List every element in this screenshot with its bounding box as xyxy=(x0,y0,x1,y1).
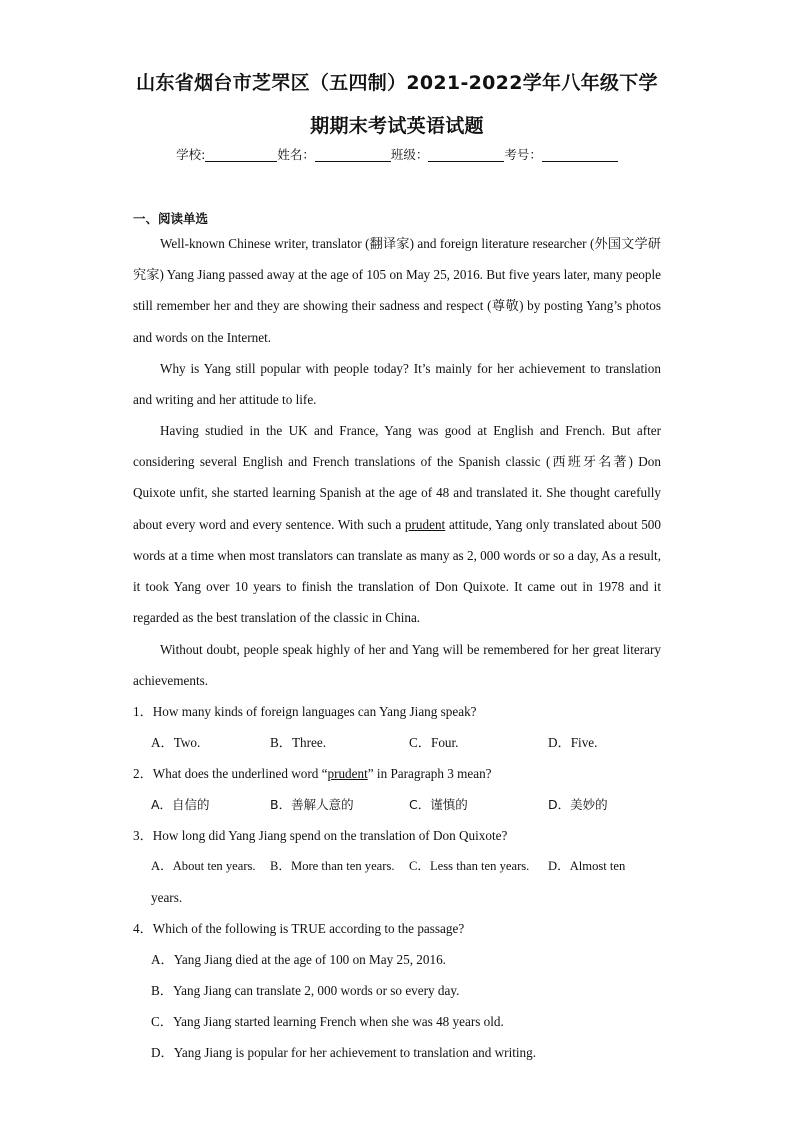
q2-option-b[interactable]: B．善解人意的 xyxy=(270,797,354,812)
class-label: 班级： xyxy=(390,147,429,162)
school-blank xyxy=(205,148,277,162)
passage-paragraph-2: Why is Yang still popular with people today? It’s mainly for her achievement to translation and writing and her attitude to life. xyxy=(133,361,661,408)
exam-title-line-1: 山东省烟台市芝罘区（五四制）2021-2022学年八年级下学 xyxy=(136,72,658,94)
number-blank xyxy=(542,148,618,162)
paragraph-3-text-start: Having studied in the UK and France, Yang was good at English and French. But after considering several English and French translations of the Spanish classic (西班牙名著) Don Quixote unfit, she started learning Spanish at the age of 48 and translated it. She thought carefully about every word and every sentence. With such a xyxy=(133,423,661,532)
question-3-stem: 3．How long did Yang Jiang spend on the translation of Don Quixote? xyxy=(133,828,508,843)
question-2-stem xyxy=(133,758,673,789)
q3-option-d-continued: years. xyxy=(151,890,183,905)
exam-title-line-2: 期期末考试英语试题 xyxy=(310,115,484,137)
underlined-word-prudent: prudent xyxy=(404,516,446,532)
q1-option-a[interactable]: A．Two. xyxy=(151,735,201,750)
name-label: 姓名： xyxy=(277,147,315,162)
q3-option-d[interactable]: D．Almost ten xyxy=(548,859,626,873)
q2-option-c[interactable]: C．谨慎的 xyxy=(409,797,468,812)
student-info-row xyxy=(0,145,794,163)
passage-paragraph-4: Without doubt, people speak highly of her and Yang will be remembered for her great literary achievements. xyxy=(133,642,661,689)
section-title: 一、阅读单选 xyxy=(133,211,209,226)
q2-underlined-word: prudent xyxy=(327,766,368,781)
q4-option-d[interactable]: D．Yang Jiang is popular for her achievement to translation and writing. xyxy=(151,1045,537,1060)
q3-option-b[interactable]: B．More than ten years. xyxy=(270,859,395,873)
class-blank xyxy=(428,148,504,162)
q4-option-b[interactable]: B．Yang Jiang can translate 2, 000 words or so every day. xyxy=(151,983,460,998)
q4-option-a[interactable]: A．Yang Jiang died at the age of 100 on May 25, 2016. xyxy=(151,952,446,967)
q2-option-d[interactable]: D．美妙的 xyxy=(548,797,608,812)
q2-option-a[interactable]: A．自信的 xyxy=(151,797,210,812)
q3-option-c[interactable]: C．Less than ten years. xyxy=(409,859,530,873)
q1-option-d[interactable]: D．Five. xyxy=(548,735,598,750)
q2-stem-start: 2．What does the underlined word “ xyxy=(133,766,328,781)
passage-paragraph-3 xyxy=(133,415,661,633)
question-1-stem: 1．How many kinds of foreign languages can Yang Jiang speak? xyxy=(133,704,477,719)
name-blank xyxy=(315,148,391,162)
q3-option-a[interactable]: A．About ten years. xyxy=(151,859,256,873)
number-label: 考号： xyxy=(504,147,542,162)
passage-paragraph-1: Well-known Chinese writer, translator (翻译家) and foreign literature researcher (外国文学研究家) Yang Jiang passed away at the age of 105 on May 25, 2016. But five years later, many people still remember her and they are showing their sadness and respect (尊敬) by posting Yang’s photos and words on the Internet. xyxy=(133,236,661,345)
school-label: 学校: xyxy=(176,147,206,162)
q2-stem-end: ” in Paragraph 3 mean? xyxy=(367,766,492,781)
q1-option-c[interactable]: C．Four. xyxy=(409,735,459,750)
paragraph-3-text-end: attitude, Yang only translated about 500 words at a time when most translators can translate as many as 2, 000 words or so a day, As a result, it took Yang over 10 years to finish the translation of Don Quixote. It came out in 1978 and it regarded as the best translation of the classic in China. xyxy=(133,516,661,626)
q1-option-b[interactable]: B．Three. xyxy=(270,735,327,750)
q4-option-c[interactable]: C．Yang Jiang started learning French when she was 48 years old. xyxy=(151,1014,504,1029)
question-4-stem: 4．Which of the following is TRUE according to the passage? xyxy=(133,921,465,936)
